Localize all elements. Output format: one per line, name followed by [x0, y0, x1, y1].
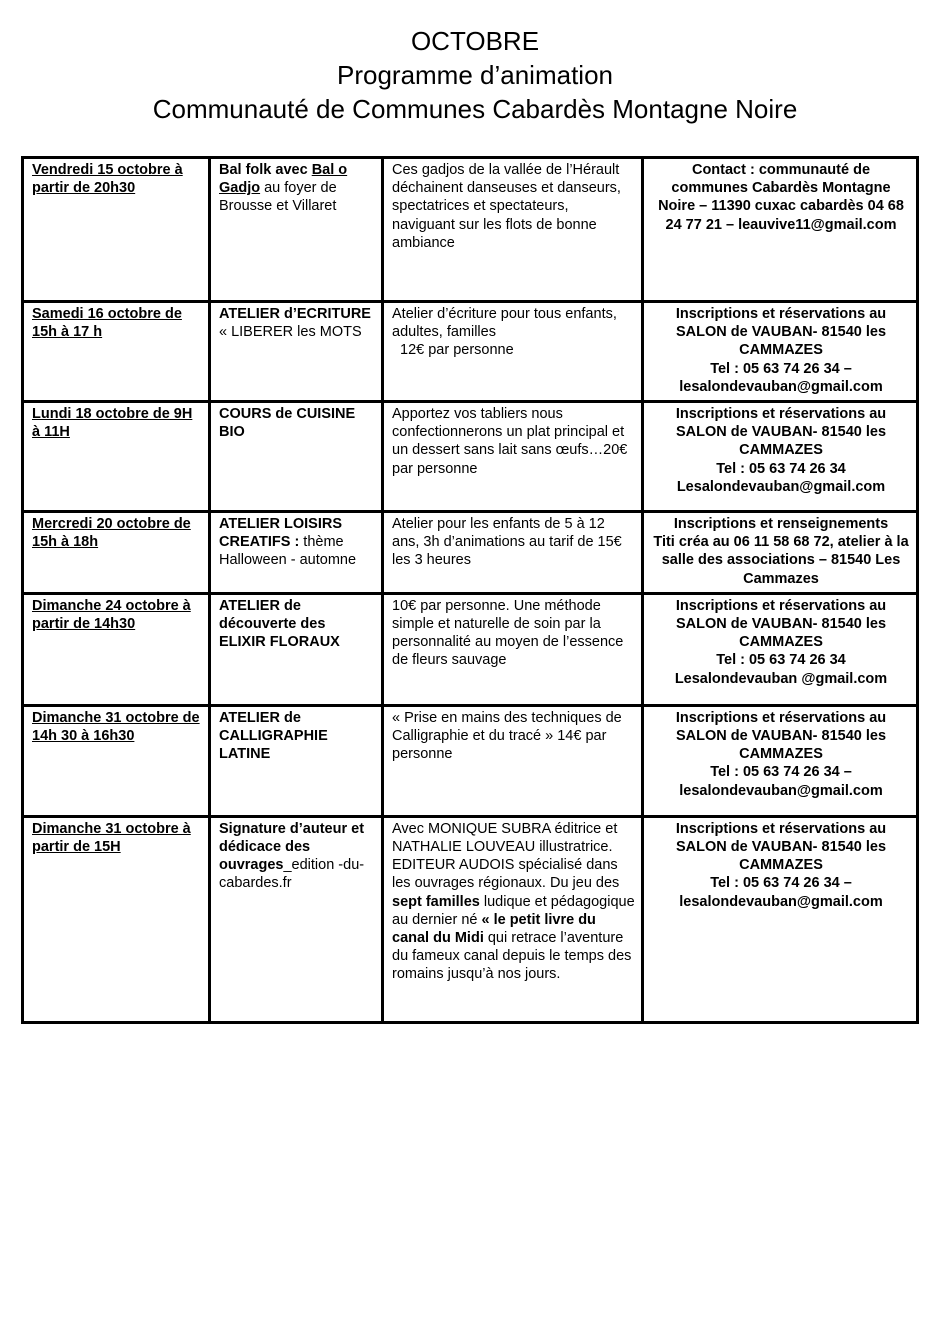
event-date: Dimanche 31 octobre à partir de 15H [23, 816, 210, 1022]
event-desc-part: sept familles [392, 893, 480, 910]
community-title: Communauté de Communes Cabardès Montagne Noire [152, 94, 798, 124]
event-desc-part: « le petit livre du canal du Midi [392, 911, 596, 947]
event-desc-part: Atelier d’écriture pour tous enfants, adultes, familles [392, 306, 617, 341]
event-contact-part: Tel : 05 63 74 26 34 [716, 460, 846, 477]
event-description: Ces gadjos de la vallée de l’Hérault déchainent danseuses et danseurs, spectatrices et spectateurs, naviguant sur les flots de bonne ambiance [383, 158, 643, 302]
event-title-part: Signature d’auteur et dédicace des ouvrages [219, 820, 365, 874]
event-title-part: ATELIER LOISIRS CREATIFS : [219, 516, 342, 551]
event-date: Dimanche 24 octobre à partir de 14h30 [23, 593, 210, 705]
program-title: Programme d’animation [336, 60, 613, 90]
event-date: Lundi 18 octobre de 9H à 11H [23, 402, 210, 512]
event-title: ATELIER de découverte des ELIXIR FLORAUX [210, 593, 383, 705]
event-contact [643, 816, 918, 1022]
event-title-part: au foyer de Brousse et Villaret [219, 180, 337, 215]
event-title-part: Bal folk avec [219, 162, 308, 178]
event-contact-part: Tel : 05 63 74 26 34 – lesalondevauban@gmail.com [679, 764, 883, 799]
month-title: OCTOBRE [410, 26, 540, 56]
table-row [23, 158, 918, 302]
table-row [23, 512, 918, 594]
event-title: ATELIER de CALLIGRAPHIE LATINE [210, 705, 383, 816]
event-contact [643, 593, 918, 705]
event-contact [643, 302, 918, 402]
event-description [383, 302, 643, 402]
event-contact [643, 705, 918, 816]
event-contact [643, 402, 918, 512]
event-date: Vendredi 15 octobre à partir de 20h30 [23, 158, 210, 302]
table-row [23, 705, 918, 816]
event-contact-part: Inscriptions et renseignements [673, 516, 889, 533]
event-description: 10€ par personne. Une méthode simple et naturelle de soin par la personnalité au moyen de l’essence de fleurs sauvage [383, 593, 643, 705]
event-contact-part: Tel : 05 63 74 26 34 [716, 652, 846, 669]
event-contact-part: Titi créa au 06 11 58 68 72, atelier à la salle des associations – 81540 Les Cammazes [653, 534, 909, 587]
event-title [210, 816, 383, 1022]
event-title-part: ATELIER d’ECRITURE [219, 306, 371, 322]
page-header [0, 24, 950, 126]
event-contact-part: Inscriptions et réservations au SALON de VAUBAN- 81540 les CAMMAZES [675, 406, 887, 459]
event-contact-part: Inscriptions et réservations au SALON de VAUBAN- 81540 les CAMMAZES [675, 306, 887, 359]
table-row [23, 302, 918, 402]
event-date: Mercredi 20 octobre de 15h à 18h [23, 512, 210, 594]
event-contact: Contact : communauté de communes Cabardès Montagne Noire – 11390 cuxac cabardès 04 68 24 77 21 – leauvive11@gmail.com [643, 158, 918, 302]
event-contact-part: Inscriptions et réservations au SALON de VAUBAN- 81540 les CAMMAZES [675, 820, 887, 874]
table-row [23, 402, 918, 512]
event-title [210, 158, 383, 302]
event-desc-part: ludique et pédagogique au dernier né [392, 893, 635, 928]
event-contact-part: Tel : 05 63 74 26 34 – lesalondevauban@gmail.com [679, 875, 883, 910]
event-description: « Prise en mains des techniques de Calligraphie et du tracé » 14€ par personne [383, 705, 643, 816]
event-date: Samedi 16 octobre de 15h à 17 h [23, 302, 210, 402]
event-title: COURS de CUISINE BIO [210, 402, 383, 512]
event-title [210, 512, 383, 594]
event-description: Atelier pour les enfants de 5 à 12 ans, 3h d’animations au tarif de 15€ les 3 heures [383, 512, 643, 594]
program-table [21, 156, 919, 1024]
event-title-part: _edition -du-cabardes.fr [219, 857, 365, 892]
event-description [383, 816, 643, 1022]
event-contact-part: Tel : 05 63 74 26 34 – lesalondevauban@gmail.com [679, 360, 883, 395]
table-row [23, 816, 918, 1022]
event-contact-part: Inscriptions et réservations au SALON de VAUBAN- 81540 les CAMMAZES [675, 709, 887, 763]
event-desc-part: Avec MONIQUE SUBRA éditrice et NATHALIE LOUVEAU illustratrice. EDITEUR AUDOIS spécialisé dans les ouvrages régionaux. Du jeu des [392, 820, 620, 892]
event-contact-part: Lesalondevauban@gmail.com [676, 478, 886, 495]
event-desc-part: qui retrace l’aventure du fameux canal depuis le temps des romains jusqu’à nos jours. [392, 930, 632, 983]
event-title [210, 302, 383, 402]
event-contact-part: Lesalondevauban @gmail.com [674, 670, 888, 687]
event-title-part: thème Halloween - automne [219, 534, 357, 569]
event-desc-part: 12€ par personne [400, 342, 514, 359]
event-contact-part: Inscriptions et réservations au SALON de VAUBAN- 81540 les CAMMAZES [675, 597, 887, 651]
event-contact [643, 512, 918, 594]
event-title-part: « LIBERER les MOTS [219, 324, 362, 341]
event-description: Apportez vos tabliers nous confectionnerons un plat principal et un dessert sans lait sans œufs…20€ par personne [383, 402, 643, 512]
event-date: Dimanche 31 octobre de 14h 30 à 16h30 [23, 705, 210, 816]
event-title-part: Bal o Gadjo [219, 162, 348, 197]
table-row [23, 593, 918, 705]
